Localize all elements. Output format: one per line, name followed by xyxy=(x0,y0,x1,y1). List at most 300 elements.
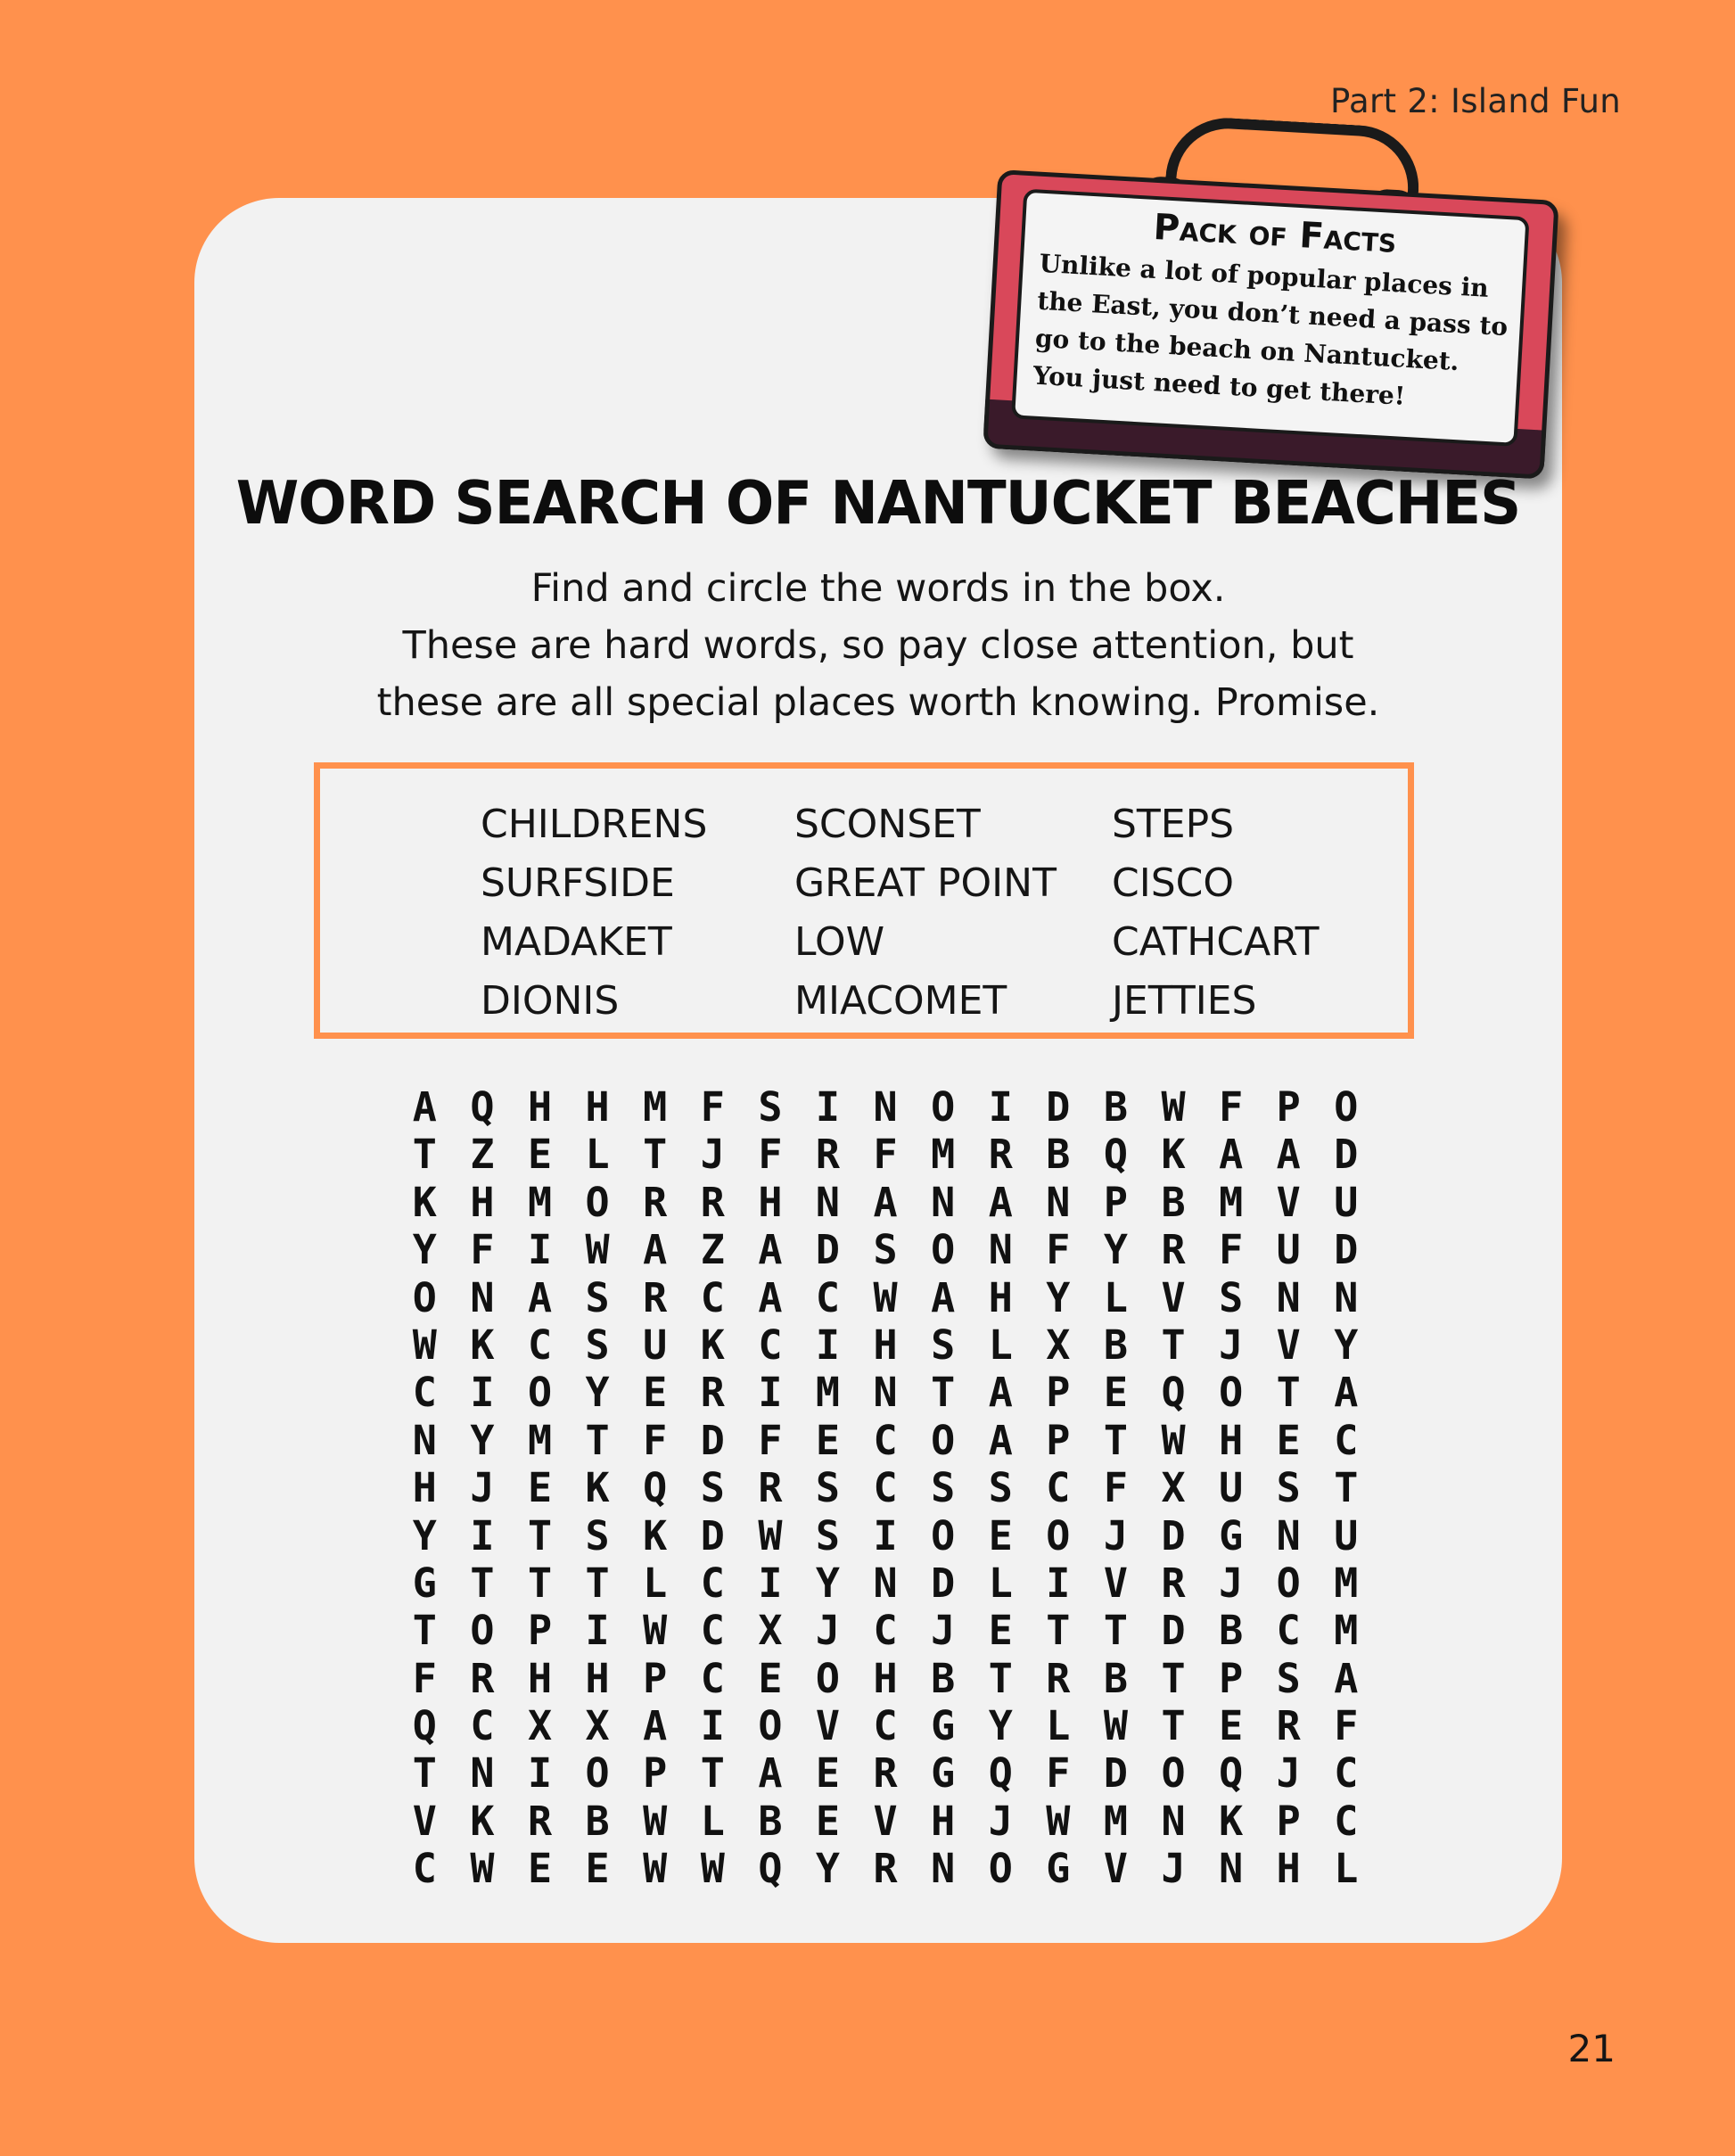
puzzle-letter[interactable]: W xyxy=(1161,1083,1186,1131)
puzzle-letter[interactable]: L xyxy=(988,1559,1013,1607)
puzzle-letter[interactable]: D xyxy=(815,1226,840,1274)
word-item: CATHCART xyxy=(1112,919,1320,965)
puzzle-letter[interactable]: H xyxy=(758,1178,783,1226)
puzzle-letter[interactable]: O xyxy=(931,1511,956,1559)
puzzle-letter[interactable]: A xyxy=(988,1369,1013,1417)
puzzle-letter[interactable]: J xyxy=(1219,1321,1244,1369)
puzzle-letter[interactable]: S xyxy=(815,1464,840,1512)
puzzle-letter[interactable]: M xyxy=(1219,1178,1244,1226)
puzzle-letter[interactable]: D xyxy=(1103,1749,1128,1798)
puzzle-letter[interactable]: C xyxy=(412,1369,437,1417)
puzzle-letter[interactable]: K xyxy=(1161,1131,1186,1179)
puzzle-letter[interactable]: U xyxy=(1219,1464,1244,1512)
puzzle-letter[interactable]: F xyxy=(1046,1749,1071,1798)
puzzle-letter[interactable]: P xyxy=(1046,1416,1071,1464)
puzzle-letter[interactable]: L xyxy=(585,1131,610,1179)
puzzle-letter[interactable]: W xyxy=(643,1845,668,1893)
puzzle-letter[interactable]: E xyxy=(815,1797,840,1845)
puzzle-letter[interactable]: I xyxy=(470,1369,495,1417)
puzzle-letter[interactable]: O xyxy=(470,1607,495,1655)
puzzle-letter[interactable]: Y xyxy=(815,1845,840,1893)
puzzle-letter[interactable]: R xyxy=(700,1178,725,1226)
puzzle-letter[interactable]: I xyxy=(758,1369,783,1417)
puzzle-letter[interactable]: B xyxy=(1103,1654,1128,1702)
puzzle-letter[interactable]: N xyxy=(470,1749,495,1798)
puzzle-letter[interactable]: G xyxy=(1219,1511,1244,1559)
puzzle-letter[interactable]: O xyxy=(585,1749,610,1798)
puzzle-letter[interactable]: I xyxy=(527,1749,553,1798)
puzzle-letter[interactable]: R xyxy=(643,1273,668,1321)
puzzle-letter[interactable]: X xyxy=(585,1702,610,1750)
puzzle-letter[interactable]: B xyxy=(1219,1607,1244,1655)
puzzle-letter[interactable]: N xyxy=(873,1083,898,1131)
puzzle-letter[interactable]: W xyxy=(1161,1416,1186,1464)
puzzle-letter[interactable]: M xyxy=(1334,1607,1359,1655)
puzzle-row xyxy=(396,1798,1375,1845)
puzzle-letter[interactable]: B xyxy=(1161,1178,1186,1226)
puzzle-letter[interactable]: F xyxy=(700,1083,725,1131)
puzzle-letter[interactable]: S xyxy=(815,1511,840,1559)
puzzle-letter[interactable]: F xyxy=(1219,1083,1244,1131)
puzzle-letter[interactable]: H xyxy=(470,1178,495,1226)
puzzle-letter[interactable]: P xyxy=(1219,1654,1244,1702)
puzzle-letter[interactable]: Y xyxy=(1334,1321,1359,1369)
puzzle-letter[interactable]: C xyxy=(700,1607,725,1655)
puzzle-letter[interactable]: Q xyxy=(643,1464,668,1512)
puzzle-letter[interactable]: F xyxy=(873,1131,898,1179)
puzzle-letter[interactable]: S xyxy=(1276,1464,1301,1512)
puzzle-letter[interactable]: N xyxy=(988,1226,1013,1274)
puzzle-letter[interactable]: R xyxy=(1161,1559,1186,1607)
puzzle-letter[interactable]: T xyxy=(1161,1321,1186,1369)
puzzle-letter[interactable]: V xyxy=(873,1797,898,1845)
puzzle-letter[interactable]: Q xyxy=(1219,1749,1244,1798)
puzzle-letter[interactable]: W xyxy=(412,1321,437,1369)
puzzle-letter[interactable]: L xyxy=(988,1321,1013,1369)
puzzle-letter[interactable]: C xyxy=(758,1321,783,1369)
puzzle-letter[interactable]: M xyxy=(527,1416,553,1464)
puzzle-letter[interactable]: B xyxy=(931,1654,956,1702)
puzzle-letter[interactable]: Z xyxy=(700,1226,725,1274)
puzzle-letter[interactable]: N xyxy=(1161,1797,1186,1845)
puzzle-letter[interactable]: C xyxy=(1334,1797,1359,1845)
puzzle-letter[interactable]: F xyxy=(1219,1226,1244,1274)
puzzle-letter[interactable]: J xyxy=(815,1607,840,1655)
puzzle-letter[interactable]: D xyxy=(1161,1511,1186,1559)
puzzle-letter[interactable]: X xyxy=(1046,1321,1071,1369)
puzzle-row xyxy=(396,1845,1375,1892)
puzzle-letter[interactable]: O xyxy=(815,1654,840,1702)
puzzle-letter[interactable]: E xyxy=(527,1131,553,1179)
puzzle-letter[interactable]: L xyxy=(700,1797,725,1845)
puzzle-letter[interactable]: G xyxy=(931,1749,956,1798)
puzzle-letter[interactable]: A xyxy=(1334,1369,1359,1417)
puzzle-letter[interactable]: B xyxy=(585,1797,610,1845)
puzzle-letter[interactable]: M xyxy=(643,1083,668,1131)
puzzle-letter[interactable]: A xyxy=(643,1702,668,1750)
puzzle-letter[interactable]: Y xyxy=(412,1511,437,1559)
puzzle-letter[interactable]: O xyxy=(758,1702,783,1750)
puzzle-letter[interactable]: W xyxy=(585,1226,610,1274)
puzzle-letter[interactable]: N xyxy=(1219,1845,1244,1893)
puzzle-letter[interactable]: C xyxy=(873,1464,898,1512)
puzzle-letter[interactable]: R xyxy=(1161,1226,1186,1274)
puzzle-letter[interactable]: F xyxy=(412,1654,437,1702)
puzzle-letter[interactable]: T xyxy=(412,1607,437,1655)
puzzle-letter[interactable]: J xyxy=(1161,1845,1186,1893)
puzzle-letter[interactable]: B xyxy=(1046,1131,1071,1179)
puzzle-letter[interactable]: C xyxy=(700,1559,725,1607)
puzzle-letter[interactable]: A xyxy=(758,1749,783,1798)
puzzle-letter[interactable]: E xyxy=(758,1654,783,1702)
puzzle-letter[interactable]: T xyxy=(412,1131,437,1179)
puzzle-letter[interactable]: T xyxy=(1161,1654,1186,1702)
puzzle-letter[interactable]: E xyxy=(988,1511,1013,1559)
puzzle-letter[interactable]: A xyxy=(527,1273,553,1321)
puzzle-letter[interactable]: S xyxy=(931,1321,956,1369)
word-item: SCONSET xyxy=(794,802,981,847)
puzzle-letter[interactable]: O xyxy=(1334,1083,1359,1131)
puzzle-letter[interactable]: F xyxy=(1334,1702,1359,1750)
puzzle-letter[interactable]: Y xyxy=(585,1369,610,1417)
puzzle-letter[interactable]: A xyxy=(1276,1131,1301,1179)
puzzle-letter[interactable]: I xyxy=(815,1321,840,1369)
puzzle-letter[interactable]: U xyxy=(1276,1226,1301,1274)
puzzle-letter[interactable]: S xyxy=(931,1464,956,1512)
puzzle-letter[interactable]: E xyxy=(527,1845,553,1893)
puzzle-letter[interactable]: W xyxy=(1103,1702,1128,1750)
puzzle-letter[interactable]: H xyxy=(527,1083,553,1131)
puzzle-letter[interactable]: Q xyxy=(412,1702,437,1750)
puzzle-letter[interactable]: K xyxy=(1219,1797,1244,1845)
puzzle-letter[interactable]: G xyxy=(931,1702,956,1750)
puzzle-letter[interactable]: U xyxy=(643,1321,668,1369)
puzzle-letter[interactable]: E xyxy=(1276,1416,1301,1464)
puzzle-letter[interactable]: B xyxy=(1103,1321,1128,1369)
puzzle-letter[interactable]: B xyxy=(758,1797,783,1845)
puzzle-letter[interactable]: J xyxy=(1219,1559,1244,1607)
puzzle-letter[interactable]: K xyxy=(470,1321,495,1369)
puzzle-letter[interactable]: X xyxy=(1161,1464,1186,1512)
puzzle-letter[interactable]: V xyxy=(815,1702,840,1750)
puzzle-letter[interactable]: J xyxy=(700,1131,725,1179)
puzzle-letter[interactable]: T xyxy=(527,1559,553,1607)
puzzle-letter[interactable]: A xyxy=(412,1083,437,1131)
puzzle-letter[interactable]: C xyxy=(1334,1416,1359,1464)
puzzle-letter[interactable]: R xyxy=(815,1131,840,1179)
puzzle-letter[interactable]: N xyxy=(1276,1511,1301,1559)
puzzle-letter[interactable]: E xyxy=(527,1464,553,1512)
puzzle-letter[interactable]: R xyxy=(470,1654,495,1702)
puzzle-letter[interactable]: L xyxy=(1046,1702,1071,1750)
puzzle-letter[interactable]: H xyxy=(585,1654,610,1702)
puzzle-letter[interactable]: G xyxy=(1046,1845,1071,1893)
puzzle-letter[interactable]: T xyxy=(527,1511,553,1559)
puzzle-letter[interactable]: D xyxy=(1161,1607,1186,1655)
puzzle-letter[interactable]: T xyxy=(931,1369,956,1417)
puzzle-letter[interactable]: E xyxy=(585,1845,610,1893)
puzzle-letter[interactable]: B xyxy=(1103,1083,1128,1131)
puzzle-letter[interactable]: A xyxy=(758,1273,783,1321)
puzzle-letter[interactable]: S xyxy=(758,1083,783,1131)
word-item: MIACOMET xyxy=(794,978,1007,1024)
puzzle-letter[interactable]: A xyxy=(1219,1131,1244,1179)
puzzle-row xyxy=(396,1417,1375,1464)
puzzle-letter[interactable]: C xyxy=(700,1654,725,1702)
puzzle-letter[interactable]: P xyxy=(643,1749,668,1798)
puzzle-letter[interactable]: X xyxy=(758,1607,783,1655)
puzzle-letter[interactable]: H xyxy=(988,1273,1013,1321)
puzzle-letter[interactable]: X xyxy=(527,1702,553,1750)
puzzle-letter[interactable]: I xyxy=(700,1702,725,1750)
puzzle-letter[interactable]: R xyxy=(643,1178,668,1226)
puzzle-letter[interactable]: I xyxy=(1046,1559,1071,1607)
puzzle-letter[interactable]: O xyxy=(1046,1511,1071,1559)
puzzle-letter[interactable]: N xyxy=(412,1416,437,1464)
puzzle-letter[interactable]: R xyxy=(700,1369,725,1417)
puzzle-letter[interactable]: T xyxy=(1276,1369,1301,1417)
puzzle-letter[interactable]: I xyxy=(873,1511,898,1559)
puzzle-letter[interactable]: Y xyxy=(1046,1273,1071,1321)
puzzle-letter[interactable]: T xyxy=(1103,1607,1128,1655)
puzzle-letter[interactable]: L xyxy=(643,1559,668,1607)
puzzle-letter[interactable]: T xyxy=(1334,1464,1359,1512)
puzzle-letter[interactable]: H xyxy=(585,1083,610,1131)
puzzle-letter[interactable]: S xyxy=(873,1226,898,1274)
puzzle-letter[interactable]: I xyxy=(988,1083,1013,1131)
puzzle-letter[interactable]: T xyxy=(585,1559,610,1607)
puzzle-letter[interactable]: E xyxy=(988,1607,1013,1655)
puzzle-letter[interactable]: C xyxy=(1334,1749,1359,1798)
puzzle-letter[interactable]: K xyxy=(643,1511,668,1559)
puzzle-letter[interactable]: N xyxy=(470,1273,495,1321)
puzzle-letter[interactable]: A xyxy=(643,1226,668,1274)
puzzle-letter[interactable]: R xyxy=(873,1749,898,1798)
puzzle-letter[interactable]: P xyxy=(527,1607,553,1655)
puzzle-letter[interactable]: V xyxy=(1276,1178,1301,1226)
puzzle-letter[interactable]: M xyxy=(815,1369,840,1417)
puzzle-letter[interactable]: E xyxy=(815,1749,840,1798)
puzzle-letter[interactable]: W xyxy=(470,1845,495,1893)
puzzle-letter[interactable]: N xyxy=(931,1845,956,1893)
puzzle-letter[interactable]: C xyxy=(470,1702,495,1750)
puzzle-letter[interactable]: D xyxy=(1334,1226,1359,1274)
puzzle-letter[interactable]: N xyxy=(1276,1273,1301,1321)
puzzle-letter[interactable]: I xyxy=(470,1511,495,1559)
puzzle-letter[interactable]: S xyxy=(585,1321,610,1369)
puzzle-letter[interactable]: J xyxy=(1103,1511,1128,1559)
puzzle-letter[interactable]: T xyxy=(1161,1702,1186,1750)
puzzle-letter[interactable]: Y xyxy=(470,1416,495,1464)
puzzle-letter[interactable]: H xyxy=(1276,1845,1301,1893)
puzzle-letter[interactable]: K xyxy=(412,1178,437,1226)
puzzle-letter[interactable]: T xyxy=(1046,1607,1071,1655)
puzzle-letter[interactable]: C xyxy=(873,1416,898,1464)
puzzle-letter[interactable]: W xyxy=(1046,1797,1071,1845)
puzzle-letter[interactable]: S xyxy=(1276,1654,1301,1702)
puzzle-letter[interactable]: I xyxy=(758,1559,783,1607)
puzzle-letter[interactable]: P xyxy=(1046,1369,1071,1417)
puzzle-row xyxy=(396,1655,1375,1702)
puzzle-letter[interactable]: C xyxy=(1276,1607,1301,1655)
puzzle-letter[interactable]: P xyxy=(1276,1083,1301,1131)
puzzle-letter[interactable]: S xyxy=(585,1511,610,1559)
puzzle-letter[interactable]: T xyxy=(700,1749,725,1798)
puzzle-letter[interactable]: C xyxy=(873,1607,898,1655)
puzzle-letter[interactable]: E xyxy=(643,1369,668,1417)
puzzle-letter[interactable]: D xyxy=(931,1559,956,1607)
puzzle-letter[interactable]: A xyxy=(988,1416,1013,1464)
puzzle-letter[interactable]: S xyxy=(988,1464,1013,1512)
puzzle-letter[interactable]: F xyxy=(643,1416,668,1464)
puzzle-letter[interactable]: S xyxy=(700,1464,725,1512)
puzzle-letter[interactable]: C xyxy=(527,1321,553,1369)
puzzle-letter[interactable]: T xyxy=(643,1131,668,1179)
puzzle-letter[interactable]: V xyxy=(412,1797,437,1845)
puzzle-letter[interactable]: W xyxy=(700,1845,725,1893)
puzzle-letter[interactable]: M xyxy=(931,1131,956,1179)
puzzle-letter[interactable]: P xyxy=(643,1654,668,1702)
puzzle-letter[interactable]: T xyxy=(1103,1416,1128,1464)
puzzle-letter[interactable]: D xyxy=(1334,1131,1359,1179)
puzzle-letter[interactable]: A xyxy=(758,1226,783,1274)
puzzle-letter[interactable]: A xyxy=(988,1178,1013,1226)
puzzle-letter[interactable]: O xyxy=(1276,1559,1301,1607)
puzzle-row xyxy=(396,1512,1375,1559)
puzzle-letter[interactable]: Q xyxy=(988,1749,1013,1798)
puzzle-letter[interactable]: K xyxy=(470,1797,495,1845)
puzzle-letter[interactable]: H xyxy=(873,1321,898,1369)
puzzle-letter[interactable]: A xyxy=(1334,1654,1359,1702)
puzzle-letter[interactable]: O xyxy=(527,1369,553,1417)
puzzle-letter[interactable]: N xyxy=(931,1178,956,1226)
puzzle-letter[interactable]: Y xyxy=(412,1226,437,1274)
puzzle-letter[interactable]: C xyxy=(1046,1464,1071,1512)
puzzle-letter[interactable]: R xyxy=(873,1845,898,1893)
puzzle-letter[interactable]: J xyxy=(931,1607,956,1655)
puzzle-letter[interactable]: L xyxy=(1334,1845,1359,1893)
puzzle-letter[interactable]: A xyxy=(873,1178,898,1226)
puzzle-letter[interactable]: J xyxy=(988,1797,1013,1845)
puzzle-letter[interactable]: S xyxy=(1219,1273,1244,1321)
puzzle-letter[interactable]: F xyxy=(758,1416,783,1464)
puzzle-letter[interactable]: W xyxy=(873,1273,898,1321)
puzzle-letter[interactable]: N xyxy=(873,1369,898,1417)
puzzle-letter[interactable]: O xyxy=(931,1226,956,1274)
puzzle-letter[interactable]: K xyxy=(585,1464,610,1512)
puzzle-letter[interactable]: I xyxy=(527,1226,553,1274)
puzzle-letter[interactable]: O xyxy=(412,1273,437,1321)
puzzle-letter[interactable]: S xyxy=(585,1273,610,1321)
puzzle-letter[interactable]: G xyxy=(412,1559,437,1607)
puzzle-letter[interactable]: R xyxy=(1046,1654,1071,1702)
puzzle-letter[interactable]: H xyxy=(412,1464,437,1512)
facts-title: Pack of Facts xyxy=(1152,206,1398,262)
puzzle-letter[interactable]: T xyxy=(412,1749,437,1798)
puzzle-letter[interactable]: R xyxy=(1276,1702,1301,1750)
puzzle-letter[interactable]: U xyxy=(1334,1178,1359,1226)
puzzle-letter[interactable]: J xyxy=(1276,1749,1301,1798)
puzzle-letter[interactable]: W xyxy=(643,1607,668,1655)
puzzle-letter[interactable]: C xyxy=(873,1702,898,1750)
puzzle-letter[interactable]: O xyxy=(1219,1369,1244,1417)
puzzle-letter[interactable]: R xyxy=(758,1464,783,1512)
puzzle-letter[interactable]: T xyxy=(470,1559,495,1607)
puzzle-letter[interactable]: V xyxy=(1103,1559,1128,1607)
puzzle-letter[interactable]: F xyxy=(758,1131,783,1179)
puzzle-letter[interactable]: D xyxy=(700,1416,725,1464)
facts-text: Unlike a lot of popular places in the East, you don’t need a pass to go to the beach on Nantucket. You just need to get there! xyxy=(1032,248,1509,411)
puzzle-letter[interactable]: E xyxy=(815,1416,840,1464)
puzzle-letter[interactable]: C xyxy=(700,1273,725,1321)
puzzle-letter[interactable]: N xyxy=(1046,1178,1071,1226)
puzzle-letter[interactable]: T xyxy=(988,1654,1013,1702)
puzzle-letter[interactable]: Z xyxy=(470,1131,495,1179)
puzzle-letter[interactable]: V xyxy=(1161,1273,1186,1321)
puzzle-letter[interactable]: Q xyxy=(1161,1369,1186,1417)
puzzle-letter[interactable]: Q xyxy=(470,1083,495,1131)
puzzle-letter[interactable]: Q xyxy=(1103,1131,1128,1179)
puzzle-letter[interactable]: Y xyxy=(815,1559,840,1607)
puzzle-letter[interactable]: P xyxy=(1276,1797,1301,1845)
puzzle-letter[interactable]: K xyxy=(700,1321,725,1369)
puzzle-letter[interactable]: E xyxy=(1219,1702,1244,1750)
puzzle-letter[interactable]: F xyxy=(470,1226,495,1274)
puzzle-letter[interactable]: V xyxy=(1276,1321,1301,1369)
puzzle-row xyxy=(396,1083,1375,1131)
puzzle-letter[interactable]: D xyxy=(700,1511,725,1559)
puzzle-letter[interactable]: J xyxy=(470,1464,495,1512)
puzzle-letter[interactable]: V xyxy=(1103,1845,1128,1893)
puzzle-letter[interactable]: F xyxy=(1046,1226,1071,1274)
puzzle-letter[interactable]: O xyxy=(931,1416,956,1464)
puzzle-letter[interactable]: O xyxy=(585,1178,610,1226)
puzzle-letter[interactable]: H xyxy=(1219,1416,1244,1464)
puzzle-letter[interactable]: N xyxy=(815,1178,840,1226)
puzzle-letter[interactable]: E xyxy=(1103,1369,1128,1417)
puzzle-letter[interactable]: M xyxy=(1334,1559,1359,1607)
puzzle-letter[interactable]: U xyxy=(1334,1511,1359,1559)
puzzle-letter[interactable]: A xyxy=(931,1273,956,1321)
puzzle-letter[interactable]: M xyxy=(527,1178,553,1226)
puzzle-letter[interactable]: N xyxy=(1334,1273,1359,1321)
puzzle-letter[interactable]: W xyxy=(643,1797,668,1845)
puzzle-letter[interactable]: C xyxy=(815,1273,840,1321)
puzzle-letter[interactable]: F xyxy=(1103,1464,1128,1512)
puzzle-letter[interactable]: O xyxy=(988,1845,1013,1893)
puzzle-letter[interactable]: I xyxy=(585,1607,610,1655)
puzzle-letter[interactable]: R xyxy=(527,1797,553,1845)
puzzle-letter[interactable]: M xyxy=(1103,1797,1128,1845)
puzzle-letter[interactable]: W xyxy=(758,1511,783,1559)
puzzle-letter[interactable]: D xyxy=(1046,1083,1071,1131)
puzzle-letter[interactable]: P xyxy=(1103,1178,1128,1226)
puzzle-letter[interactable]: H xyxy=(527,1654,553,1702)
puzzle-letter[interactable]: R xyxy=(988,1131,1013,1179)
puzzle-letter[interactable]: O xyxy=(1161,1749,1186,1798)
puzzle-letter[interactable]: L xyxy=(1103,1273,1128,1321)
puzzle-letter[interactable]: Y xyxy=(988,1702,1013,1750)
puzzle-letter[interactable]: N xyxy=(873,1559,898,1607)
puzzle-letter[interactable]: H xyxy=(873,1654,898,1702)
puzzle-letter[interactable]: O xyxy=(931,1083,956,1131)
puzzle-letter[interactable]: H xyxy=(931,1797,956,1845)
puzzle-letter[interactable]: Q xyxy=(758,1845,783,1893)
puzzle-letter[interactable]: C xyxy=(412,1845,437,1893)
puzzle-letter[interactable]: I xyxy=(815,1083,840,1131)
puzzle-letter[interactable]: Y xyxy=(1103,1226,1128,1274)
puzzle-letter[interactable]: T xyxy=(585,1416,610,1464)
